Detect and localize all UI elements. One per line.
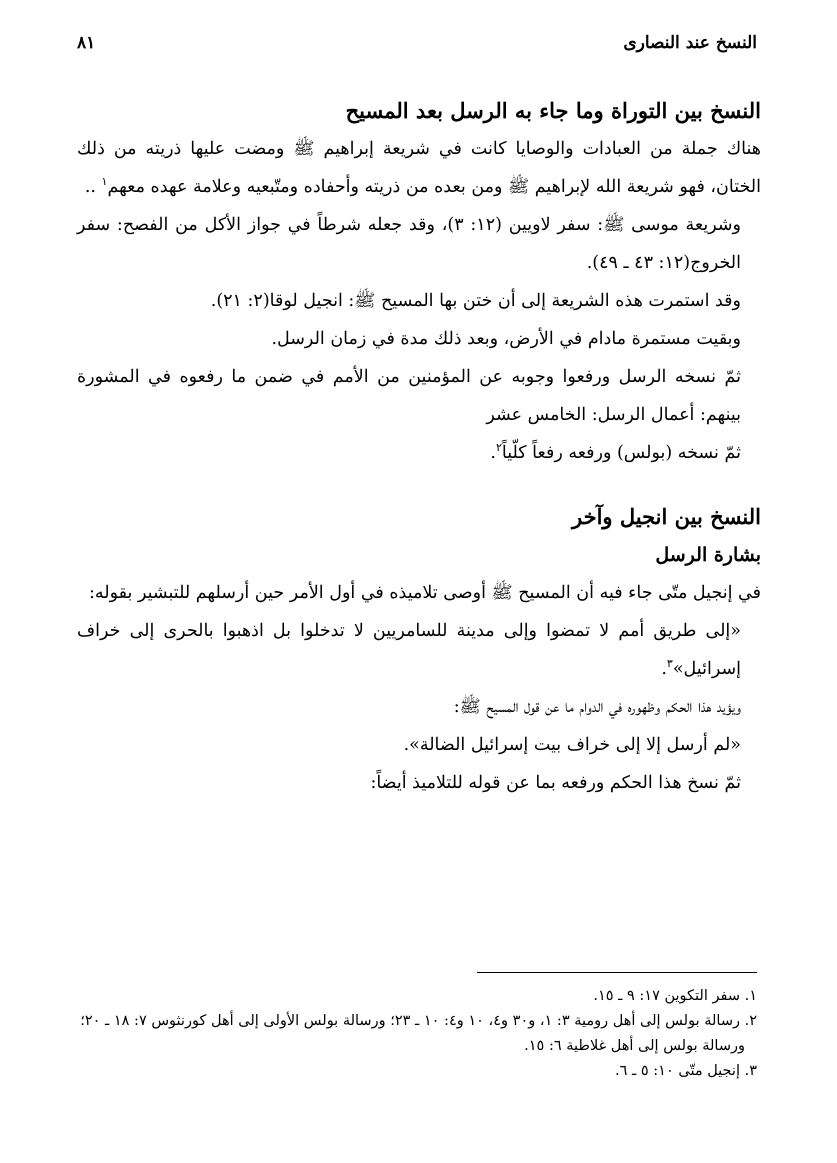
subsection-heading-apostles-mission: بشارة الرسل: [655, 544, 761, 566]
paragraph-apostles-abrogation: ثمّ نسخه الرسل ورفعوا وجوبه عن المؤمنين من الأمم في ضمن ما رفعوه في المشورة بينهم: أعمال الرسل: الخامس عشر: [77, 367, 741, 425]
footnotes: [75, 984, 757, 1084]
quote-text: «إلى طريق أمم لا تمضوا وإلى مدينة للسامريين لا تدخلوا بل اذهبوا بالحرى إلى خراف إسرائيل»: [77, 621, 741, 679]
paragraph-end: .: [490, 443, 496, 463]
paragraph-ruling-abrogated: ثمّ نسخ هذا الحكم ورفعه بما عن قوله للتلاميذ أيضاً:: [370, 773, 741, 793]
quote-lost-sheep-israel: [77, 612, 761, 688]
quote-sent-only: «لم أرسل إلا إلى خراف بيت إسرائيل الضالة».: [403, 735, 741, 755]
page-number: ٨١: [77, 33, 96, 53]
footnote-1: ١. سفر التكوين ١٧: ٩ ـ ١٥.: [593, 988, 757, 1004]
paragraph-christ-circumcised: وقد استمرت هذه الشريعة إلى أن ختن بها المسيح ﷺ: انجيل لوقا(٢: ٢١).: [210, 291, 741, 311]
section-spacer: [77, 472, 761, 498]
footnote-marker-1[interactable]: ١: [101, 175, 108, 189]
footnote-3: ٣. إنجيل متّى ١٠: ٥ ـ ٦.: [615, 1063, 757, 1079]
footnote-separator: [477, 972, 757, 973]
paragraph-end: ..: [84, 177, 102, 197]
footnote-2-continuation: ورسالة بولس إلى أهل غلاطية ٦: ١٥.: [524, 1038, 745, 1054]
footnote-2: [75, 1009, 757, 1059]
running-title: النسخ عند النصارى: [623, 33, 757, 53]
paragraph-paul-abrogation: [77, 434, 761, 472]
paragraph-text: ثمّ نسخه (بولس) ورفعه رفعاً كلّياً: [501, 443, 741, 463]
section-heading-torah-apostles: النسخ بين التوراة وما جاء به الرسل بعد المسيح: [345, 98, 761, 123]
page-body: [77, 92, 761, 802]
footnote-marker-3[interactable]: ٣: [666, 657, 673, 671]
paragraph-continued: وبقيت مستمرة مادام في الأرض، وبعد ذلك مدة في زمان الرسل.: [271, 329, 741, 349]
paragraph-text: هناك جملة من العبادات والوصايا كانت في شريعة إبراهيم ﷺ ومضت عليها ذريته من ذلك الختان، فهو شريعة الله لإبراهيم ﷺ ومن بعده من ذريته وأحفاده ومتّبعيه وعلامة عهده معهم: [77, 139, 761, 197]
footnote-2-text: ٢. رسالة بولس إلى أهل رومية ٣: ١، و٣٠ و٤، ١٠ و٤: ١٠ ـ ٢٣؛ ورسالة بولس الأولى إلى أهل كورنثوس ٧: ١٨ ـ ٢٠؛: [80, 1013, 757, 1029]
quote-end: .: [661, 659, 667, 679]
paragraph-moses-law: وشريعة موسى ﷺ: سفر لاويين (١٢: ٣)، وقد جعله شرطاً في جواز الأكل من الفصح: سفر الخروج(١٢: ٤٣ ـ ٤٩).: [77, 215, 742, 273]
paragraph-circumcision-abraham: [77, 130, 761, 206]
section-heading-gospels: النسخ بين انجيل وآخر: [572, 504, 761, 529]
paragraph-ruling-support: ويؤيد هذا الحكم وظهوره في الدوام ما عن قول المسيح ﷺ:: [453, 697, 741, 717]
paragraph-matthew-instruction: في إنجيل متّى جاء فيه أن المسيح ﷺ أوصى تلاميذه في أول الأمر حين أرسلهم للتبشير بقوله:: [89, 583, 761, 603]
running-header: [77, 33, 757, 61]
footnote-marker-2[interactable]: ٢: [495, 441, 502, 455]
